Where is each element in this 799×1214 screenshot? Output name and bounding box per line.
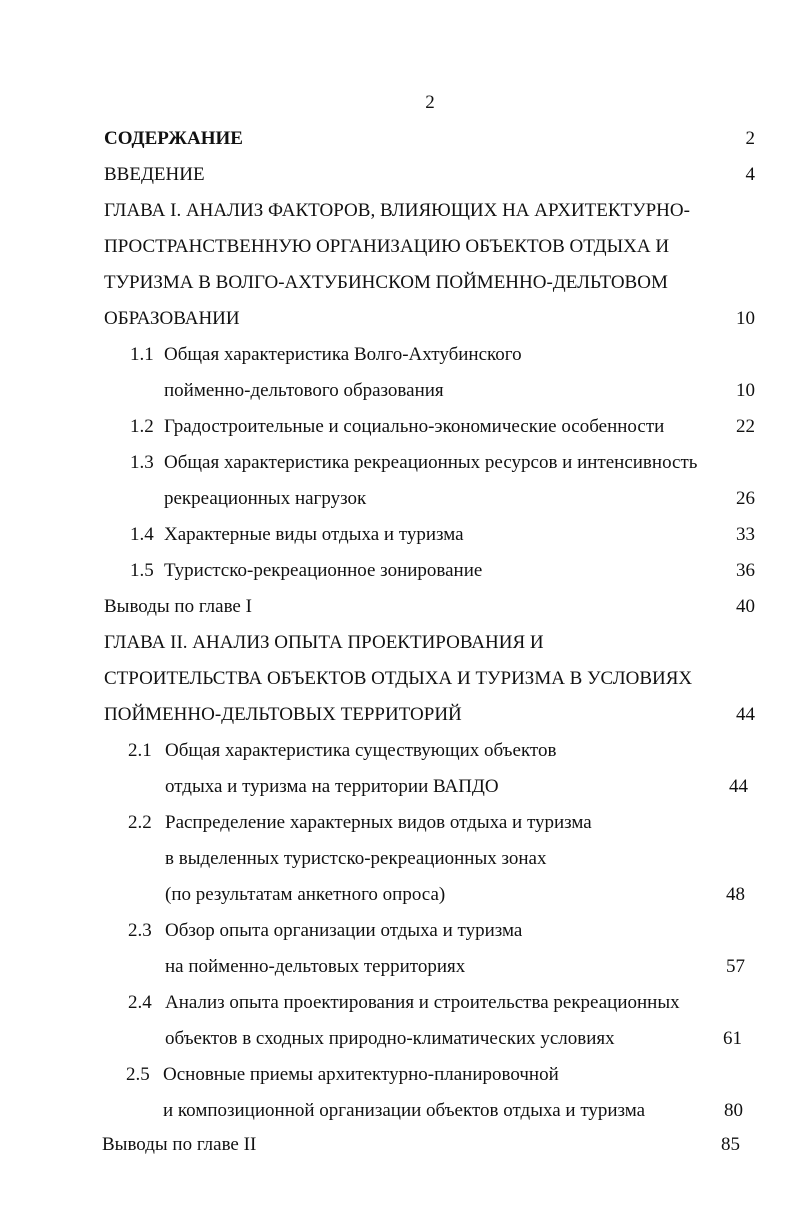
toc-entry-page: 85 bbox=[721, 1134, 740, 1155]
section-number: 1.1 bbox=[130, 344, 154, 365]
section-number: 1.3 bbox=[130, 452, 154, 473]
page-number: 2 bbox=[425, 92, 435, 113]
toc-entry-page: 36 bbox=[736, 560, 755, 581]
toc-entry-title: Выводы по главе II bbox=[102, 1134, 257, 1155]
toc-entry-title: ВВЕДЕНИЕ bbox=[104, 164, 205, 185]
toc-entry-page: 48 bbox=[726, 884, 745, 905]
chapter-1-conclusions bbox=[104, 592, 755, 622]
section-title: Общая характеристика рекреационных ресурсов и интенсивность bbox=[164, 452, 698, 473]
chapter-2-conclusions bbox=[102, 1130, 740, 1160]
chapter-title: ПРОСТРАНСТВЕННУЮ ОРГАНИЗАЦИЮ ОБЪЕКТОВ ОТДЫХА И bbox=[104, 236, 670, 257]
toc-entry-page: 44 bbox=[729, 776, 748, 797]
section-2-2 bbox=[128, 808, 748, 838]
toc-entry-page: 10 bbox=[736, 380, 755, 401]
toc-entry-page: 44 bbox=[736, 704, 755, 725]
chapter-1-heading-line bbox=[104, 232, 755, 262]
section-title: пойменно-дельтового образования bbox=[164, 380, 444, 401]
toc-entry-page: 40 bbox=[736, 596, 755, 617]
section-1-3 bbox=[130, 448, 755, 478]
toc-entry-page: 61 bbox=[723, 1028, 742, 1049]
toc-entry-page: 10 bbox=[736, 308, 755, 329]
toc-entry-contents bbox=[104, 124, 755, 154]
section-title: Анализ опыта проектирования и строительства рекреационных bbox=[165, 992, 680, 1013]
section-title: Общая характеристика существующих объектов bbox=[165, 740, 557, 761]
chapter-title: ОБРАЗОВАНИИ bbox=[104, 308, 240, 329]
section-number: 2.2 bbox=[128, 812, 152, 833]
toc-entry-page: 80 bbox=[724, 1100, 743, 1121]
section-title: отдыха и туризма на территории ВАПДО bbox=[165, 776, 499, 797]
section-title: Градостроительные и социально-экономические особенности bbox=[164, 416, 665, 437]
section-number: 1.5 bbox=[130, 560, 154, 581]
section-title: в выделенных туристско-рекреационных зонах bbox=[165, 848, 547, 869]
section-1-5 bbox=[130, 556, 755, 586]
chapter-title: ГЛАВА I. АНАЛИЗ ФАКТОРОВ, ВЛИЯЮЩИХ НА АРХИТЕКТУРНО- bbox=[104, 200, 690, 221]
chapter-2-heading-line bbox=[104, 664, 755, 694]
section-1-1 bbox=[130, 340, 755, 370]
section-title: рекреационных нагрузок bbox=[164, 488, 367, 509]
section-title: Характерные виды отдыха и туризма bbox=[164, 524, 464, 545]
chapter-2-heading-line bbox=[104, 700, 755, 730]
toc-entry-page: 26 bbox=[736, 488, 755, 509]
section-title: Обзор опыта организации отдыха и туризма bbox=[165, 920, 523, 941]
section-title: на пойменно-дельтовых территориях bbox=[165, 956, 466, 977]
section-title: Основные приемы архитектурно-планировочной bbox=[163, 1064, 559, 1085]
section-2-3 bbox=[128, 916, 748, 946]
section-title: объектов в сходных природно-климатических условиях bbox=[165, 1028, 615, 1049]
section-1-1-cont bbox=[164, 376, 755, 406]
section-2-2-cont bbox=[165, 844, 748, 874]
chapter-1-heading-line bbox=[104, 304, 755, 334]
section-1-4 bbox=[130, 520, 755, 550]
toc-entry-page: 33 bbox=[736, 524, 755, 545]
section-2-2-cont bbox=[165, 880, 745, 910]
toc-entry-page: 22 bbox=[736, 416, 755, 437]
section-number: 2.1 bbox=[128, 740, 152, 761]
chapter-title: СТРОИТЕЛЬСТВА ОБЪЕКТОВ ОТДЫХА И ТУРИЗМА В УСЛОВИЯХ bbox=[104, 668, 693, 689]
chapter-2-heading-line bbox=[104, 628, 755, 658]
section-title: Туристско-рекреационное зонирование bbox=[164, 560, 483, 581]
toc-entry-page: 57 bbox=[726, 956, 745, 977]
section-1-3-cont bbox=[164, 484, 755, 514]
section-title: и композиционной организации объектов отдыха и туризма bbox=[163, 1100, 646, 1121]
toc-entry-page: 2 bbox=[745, 128, 755, 149]
chapter-title: ПОЙМЕННО-ДЕЛЬТОВЫХ ТЕРРИТОРИЙ bbox=[104, 704, 462, 725]
section-title: Распределение характерных видов отдыха и туризма bbox=[165, 812, 592, 833]
section-number: 1.4 bbox=[130, 524, 154, 545]
section-2-1 bbox=[128, 736, 748, 766]
section-title: (по результатам анкетного опроса) bbox=[165, 884, 446, 905]
section-number: 2.5 bbox=[126, 1064, 150, 1085]
section-1-2 bbox=[130, 412, 755, 442]
section-number: 2.4 bbox=[128, 992, 152, 1013]
chapter-title: ГЛАВА II. АНАЛИЗ ОПЫТА ПРОЕКТИРОВАНИЯ И bbox=[104, 632, 544, 653]
section-2-4 bbox=[128, 988, 748, 1018]
chapter-title: ТУРИЗМА В ВОЛГО-АХТУБИНСКОМ ПОЙМЕННО-ДЕЛЬТОВОМ bbox=[104, 272, 668, 293]
section-2-1-cont bbox=[165, 772, 748, 802]
toc-entry-page: 4 bbox=[745, 164, 755, 185]
section-2-4-cont bbox=[165, 1024, 742, 1054]
chapter-1-heading-line bbox=[104, 196, 755, 226]
toc-entry-title: Выводы по главе I bbox=[104, 596, 252, 617]
chapter-1-heading-line bbox=[104, 268, 755, 298]
section-2-3-cont bbox=[165, 952, 745, 982]
section-number: 1.2 bbox=[130, 416, 154, 437]
section-title: Общая характеристика Волго-Ахтубинского bbox=[164, 344, 522, 365]
toc-entry-intro bbox=[104, 160, 755, 190]
section-2-5 bbox=[126, 1060, 746, 1090]
section-number: 2.3 bbox=[128, 920, 152, 941]
toc-entry-title: СОДЕРЖАНИЕ bbox=[104, 128, 243, 149]
section-2-5-cont bbox=[163, 1096, 743, 1126]
